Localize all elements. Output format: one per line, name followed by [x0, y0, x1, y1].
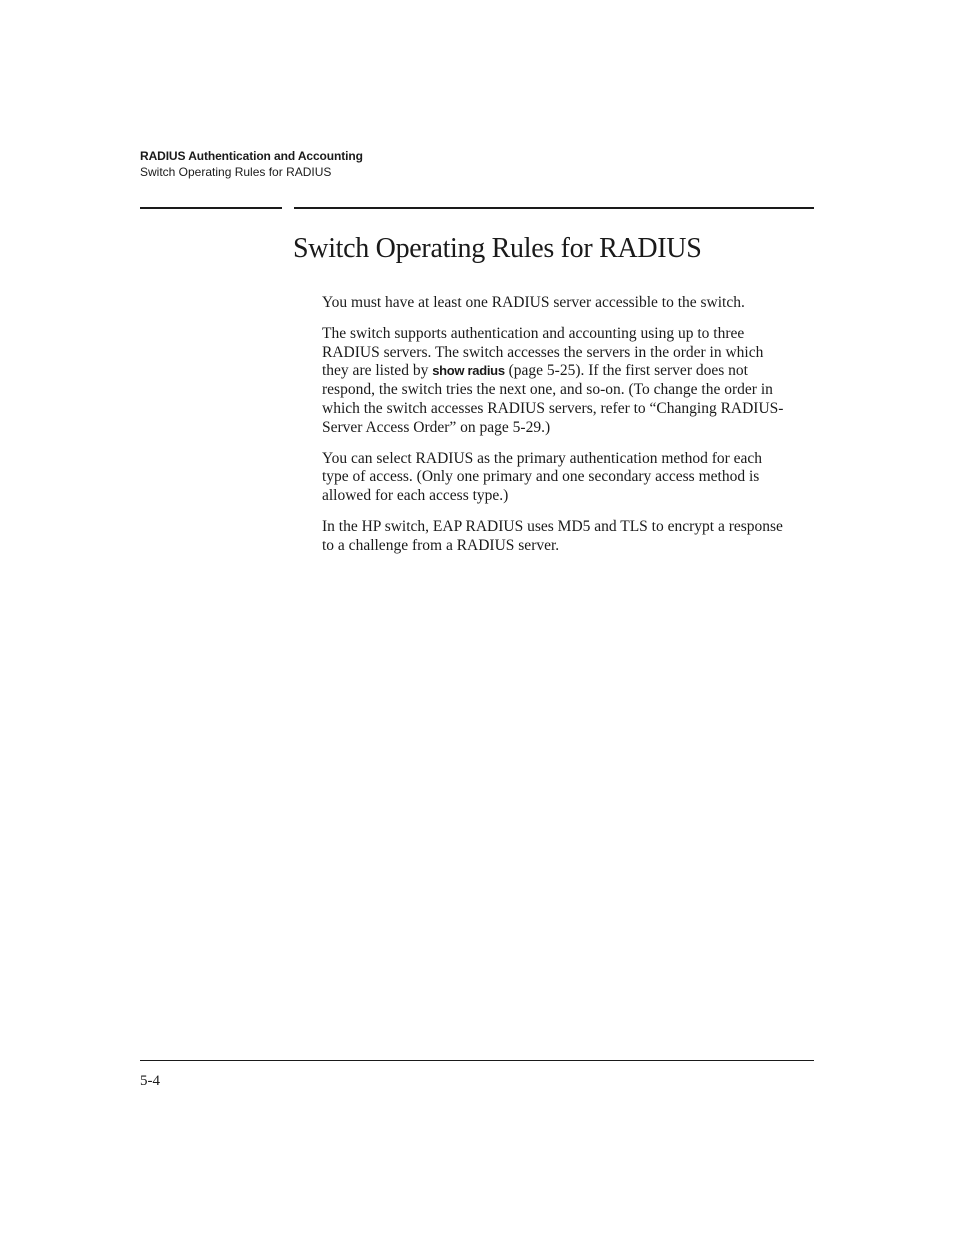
paragraph-text: The switch supports authentication and accounting using up to three RADIUS servers. The switch accesses the servers in the order in which they are listed by [322, 324, 764, 380]
running-header [140, 148, 363, 180]
paragraph-primary-method: You can select RADIUS as the primary authentication method for each type of access. (Only one primary and one secondary access method is allowed for each access type.) [322, 449, 763, 505]
chapter-title: RADIUS Authentication and Accounting [140, 149, 363, 163]
section-title: Switch Operating Rules for RADIUS [140, 165, 332, 179]
header-rule-left [140, 207, 282, 209]
body-text [322, 294, 788, 568]
paragraph-eap-radius: In the HP switch, EAP RADIUS uses MD5 and TLS to encrypt a response to a challenge from a RADIUS server. [322, 517, 783, 554]
footer-rule [140, 1060, 814, 1061]
command-show-radius: show radius [432, 363, 505, 379]
paragraph-server-requirement: You must have at least one RADIUS server accessible to the switch. [322, 294, 745, 311]
header-rule-right [294, 207, 814, 209]
paragraph-server-order [322, 325, 788, 438]
page-number: 5-4 [140, 1073, 160, 1089]
page-title: Switch Operating Rules for RADIUS [293, 233, 702, 264]
paragraph-text: (page 5-25). If the first server does not respond, the switch tries the next one, and so-on. (To change the order in which the switch accesses RADIUS servers, refer to “Changing RADIUS-Server Access Order” on page 5-29.) [322, 362, 784, 436]
